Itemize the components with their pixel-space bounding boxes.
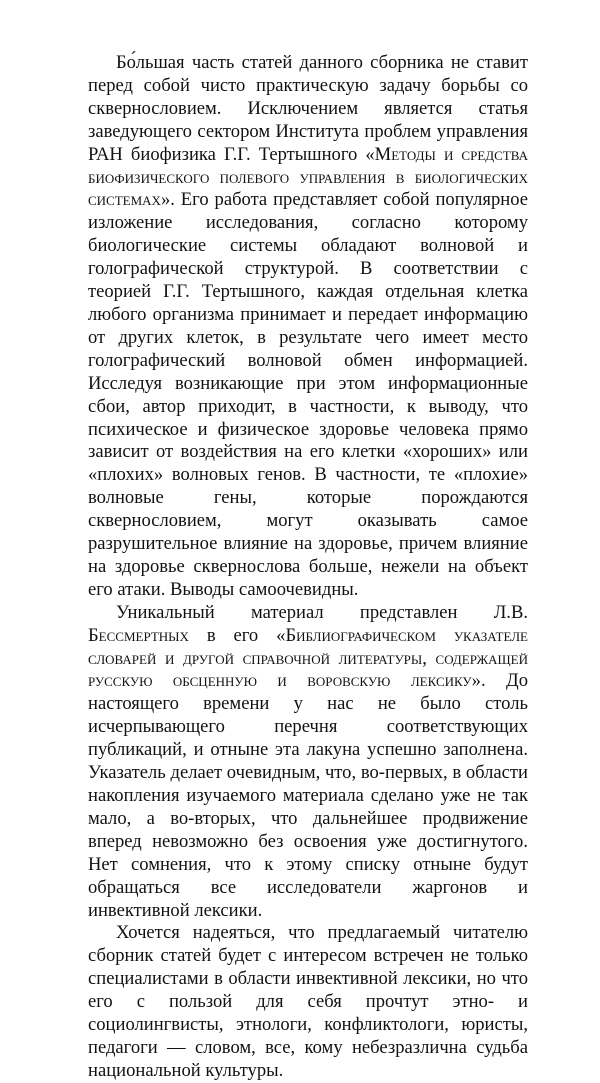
paragraph-text: Уникальный материал представлен Л.В. [116,601,528,623]
paragraph [88,922,528,1082]
paragraph-text: в его « [188,624,286,646]
paragraph-text: ». Его работа представляет собой популярное изложение исследования, согласно которому биологические системы обладают волновой и голографической структурой. В соответствии с теорией Г.Г. Тертышного, каждая отдельная клетка любого организма принимает и передает информацию от других клеток, в результате чего имеет место голографический волновой обмен информацией. Исследуя возникающие при этом информационные сбои, автор приходит, в частности, к выводу, что психическое и физическое здоровье человека прямо зависит от воздействия на его клетки «хороших» или «плохих» волновых генов. В частности, те «плохие» волновые гены, которые порождаются сквернословием, могут оказывать самое разрушительное влияние на здоровье, причем влияние на здоровье сквернослова больше, нежели на объект его атаки. Выводы самоочевидны. [88,189,528,600]
document-page [88,52,528,1083]
paragraph-text: Хочется надеяться, что предлагаемый читателю сборник статей будет с интересом встречен не только специалистами в области инвективной лексики, но что его с пользой для себя прочтут этно- и социолингвисты, этнологи, конфликтологи, юристы, педагоги — словом, все, кому небезразлична судьба национальной культуры. [88,922,528,1081]
article-title: Библиографическом указателе словарей и другой справочной литературы, содержащей русскую обсценную и воровскую лексику [88,624,528,692]
article-title: Методы и средства биофизического полевого управления в биологических системах [88,143,528,211]
paragraph-text: Бо́льшая часть статей данного сборника не ставит перед собой чисто практическую задачу борьбы со сквернословием. Исключением является статья заведующего сектором Института проблем управления РАН биофизика Г.Г. Тертышного « [88,52,528,165]
paragraph [88,602,528,923]
author-name: Бессмертных [88,624,189,646]
paragraph [88,52,528,602]
paragraph-text: ». До настоящего времени у нас не было столь исчерпывающего перечня соответствующих публикаций, и отныне эта лакуна успешно заполнена. Указатель делает очевидным, что, во-первых, в области накопления изучаемого материала сделано уже не так мало, а во-вторых, что дальнейшее продвижение вперед невозможно без освоения уже достигнутого. Нет сомнения, что к этому списку отныне будут обращаться все исследователи жаргонов и инвективной лексики. [88,670,529,921]
